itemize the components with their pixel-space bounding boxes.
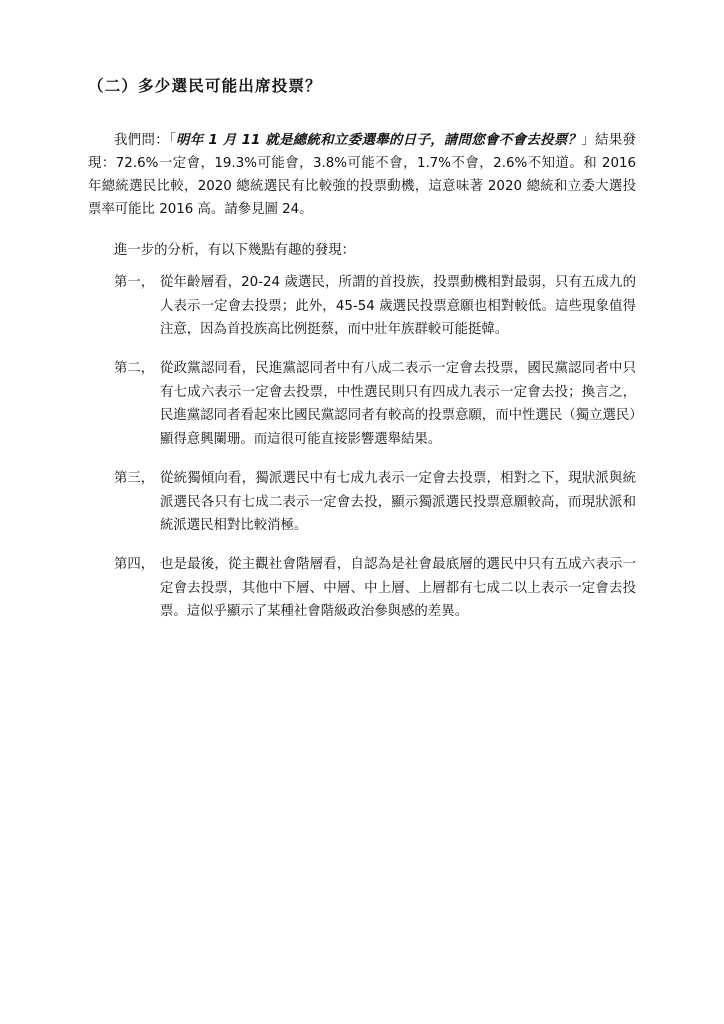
finding-marker: 第二， [114, 361, 155, 376]
section-heading: （二）多少選民可能出席投票？ [88, 77, 322, 95]
analysis-lead: 進一步的分析，有以下幾點有趣的發現： [114, 243, 356, 258]
intro-findings: 」結果發現：72.6%一定會，19.3%可能會，3.8%可能不會，1.7%不會，2.6%不知道。和 2016 年總統選民比較，2020 總統選民有比較強的投票動機，這意味著 2020 總統和立委大選投票率可能比 2016 高。請參見圖 24。 [88, 133, 636, 217]
finding-item [114, 357, 636, 451]
finding-marker: 第四， [114, 557, 155, 572]
finding-item [114, 553, 636, 624]
finding-text: 從年齡層看，20-24 歲選民，所謂的首投族，投票動機相對最弱，只有五成九的人表示一定會去投票；此外，45-54 歲選民投票意願也相對較低。這些現象值得注意，因為首投族高比例挺蔡，而中壯年族群較可能挺韓。 [160, 275, 636, 337]
intro-prefix: 我們問：「 [114, 133, 177, 148]
finding-text: 從統獨傾向看，獨派選民中有七成九表示一定會去投票，相對之下，現狀派與統派選民各只有七成二表示一定會去投，顯示獨派選民投票意願較高，而現狀派和統派選民相對比較消極。 [160, 471, 636, 533]
survey-question: 明年 1 月 11 就是總統和立委選舉的日子，請問您會不會去投票？ [176, 133, 582, 148]
finding-text: 也是最後，從主觀社會階層看，自認為是社會最底層的選民中只有五成六表示一定會去投票，其他中下層、中層、中上層、上層都有七成二以上表示一定會去投票。這似乎顯示了某種社會階級政治參與感的差異。 [160, 557, 636, 619]
intro-paragraph [88, 129, 636, 221]
finding-marker: 第一， [114, 275, 155, 290]
finding-item [114, 271, 636, 342]
finding-item [114, 467, 636, 538]
finding-marker: 第三， [114, 471, 155, 486]
finding-text: 從政黨認同看，民進黨認同者中有八成二表示一定會去投票，國民黨認同者中只有七成六表示一定會去投票，中性選民則只有四成九表示一定會去投；換言之，民進黨認同者看起來比國民黨認同者有較高的投票意願，而中性選民（獨立選民）顯得意興闌珊。而這很可能直接影響選舉結果。 [160, 361, 636, 447]
